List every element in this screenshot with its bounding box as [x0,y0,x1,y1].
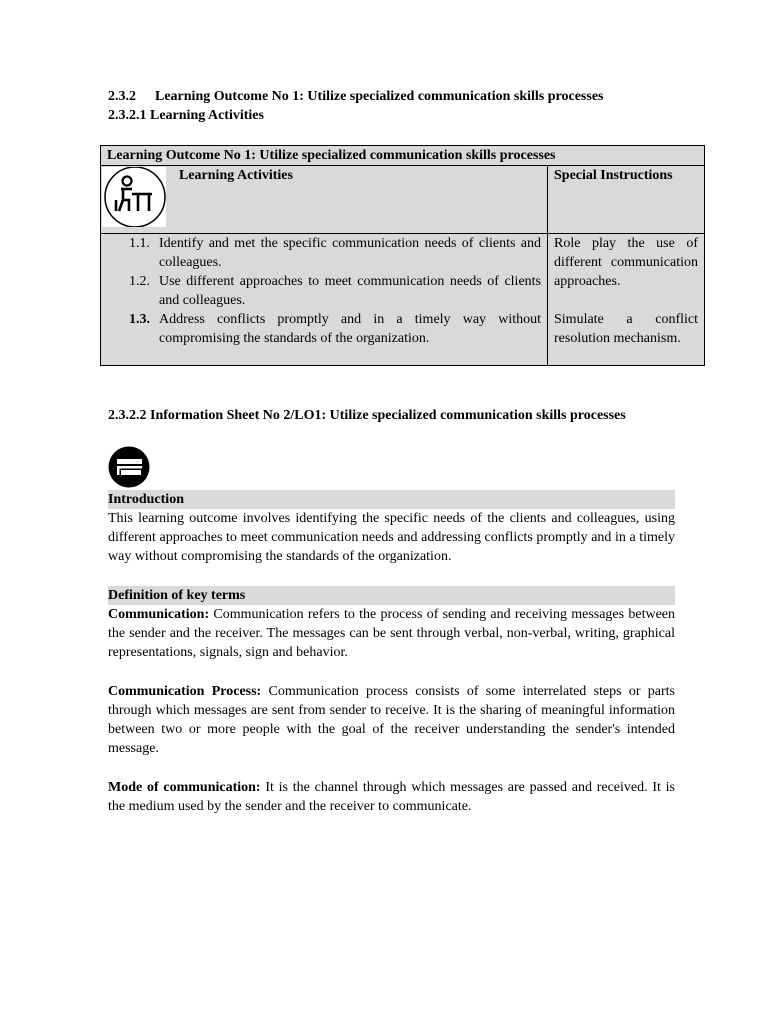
definition-term: Mode of communication: [108,780,261,795]
table-title-row [101,146,705,166]
definition-communication [108,605,675,662]
activity-number: 1.1. [129,236,150,251]
activity-text: Use different approaches to meet communication needs of clients and colleagues. [159,274,541,308]
section-heading-2-3-2-1: 2.3.2.1 Learning Activities [108,108,264,123]
section-heading-2-3-2 [108,87,603,106]
activity-text: Identify and met the specific communication needs of clients and colleagues. [159,236,541,270]
definition-term: Communication: [108,607,210,622]
table-header-row [101,166,705,234]
document-list-icon [108,446,152,488]
information-sheet-heading: 2.3.2.2 Information Sheet No 2/LO1: Utilize specialized communication skills processes [108,408,626,423]
table-body-row [101,234,705,366]
definition-communication-process [108,682,675,758]
learning-activities-icon [102,167,166,227]
learning-activities-table [100,145,705,366]
information-sheet-icon [108,446,152,494]
learning-activities-header-cell [101,166,548,234]
activity-text: Address conflicts promptly and in a timely way without compromising the standards of the organization. [159,312,541,346]
activity-number: 1.2. [129,274,150,289]
activity-item [129,234,541,272]
learning-activities-cell [101,234,548,366]
introduction-text: This learning outcome involves identifying the specific needs of the clients and colleagues, using different approaches to meet communication needs and addressing conflicts promptly and in a timely way without compromising the standards of the organization. [108,511,675,564]
definition-mode-of-communication [108,778,675,816]
definition-term: Communication Process: [108,684,262,699]
activity-item [129,272,541,310]
definition-text: Communication process consists of some interrelated steps or parts through which messages are sent from sender to receive. It is the sharing of meaningful information between two or more people with the goal of the receiver understanding the sender's intended message. [108,684,675,756]
activity-item [129,310,541,348]
section-title: Learning Outcome No 1: Utilize specialized communication skills processes [155,89,604,104]
instruction-text: Simulate a conflict resolution mechanism. [554,312,699,346]
activity-number: 1.3. [129,312,150,327]
table-title: Learning Outcome No 1: Utilize specialized communication skills processes [101,146,705,166]
instruction-text: Role play the use of different communication approaches. [554,236,699,289]
definition-text: Communication refers to the process of sending and receiving messages between the sender and the receiver. The messages can be sent through verbal, non-verbal, writing, graphical representations, signals, sign and behavior. [108,607,675,660]
definition-text: It is the channel through which messages are passed and received. It is the medium used by the sender and the receiver to communicate. [108,780,676,814]
special-instructions-column-header: Special Instructions [548,166,705,234]
section-number: 2.3.2 [108,89,136,104]
introduction-title: Introduction [108,490,675,509]
student-desk-icon [102,167,166,227]
special-instructions-cell [548,234,705,366]
learning-activities-column-header: Learning Activities [179,168,293,183]
definitions-title: Definition of key terms [108,586,675,605]
